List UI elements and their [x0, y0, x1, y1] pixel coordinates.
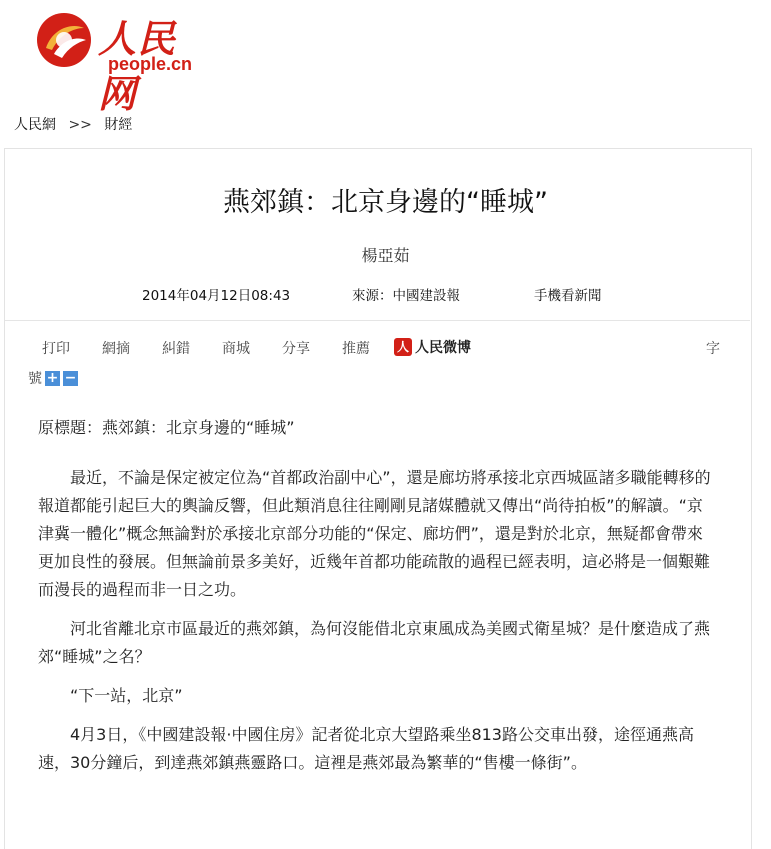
article-author: 楊亞茹 [361, 246, 410, 265]
toolbar-divider [5, 320, 750, 321]
font-size-control [28, 368, 78, 388]
weibo-icon: 人 [394, 338, 412, 356]
people-logo-mark-icon [34, 10, 94, 70]
breadcrumb [14, 114, 140, 134]
paragraph-2: 河北省離北京市區最近的燕郊鎮，為何沒能借北京東風成為美國式衛星城？是什麼造成了燕郊“睡城”之名？ [38, 619, 711, 666]
weibo-button[interactable] [394, 337, 471, 357]
excerpt-button[interactable]: 網摘 [102, 341, 130, 357]
article-body [38, 414, 718, 788]
print-button[interactable]: 打印 [42, 341, 70, 357]
logo-chinese-text: 人民网 [98, 16, 177, 116]
article-datetime: 2014年04月12日08:43 [142, 288, 291, 304]
breadcrumb-separator: >> [68, 117, 92, 133]
share-button[interactable]: 分享 [282, 341, 310, 357]
article-title: 燕郊鎮：北京身邊的“睡城” [223, 187, 548, 218]
mobile-news-link[interactable]: 手機看新聞 [534, 288, 602, 304]
article-source: 來源：中國建設報 [352, 288, 460, 304]
breadcrumb-home-link[interactable]: 人民網 [14, 117, 56, 133]
correct-button[interactable]: 糾錯 [162, 341, 190, 357]
font-size-label-part1: 字 [706, 341, 720, 357]
mall-button[interactable]: 商城 [222, 341, 250, 357]
paragraph-1: 最近，不論是保定被定位為“首都政治副中心”，還是廊坊將承接北京西城區諸多職能轉移的報道都能引起巨大的輿論反響，但此類消息往往剛剛見諸媒體就又傳出“尚待拍板”的解讀。“京津冀一體化”概念無論對於承接北京部分功能的“保定、廊坊們”，還是對於北京，無疑都會帶來更加良性的發展。但無論前景多美好，近幾年首都功能疏散的過程已經表明，這必將是一個艱難而漫長的過程而非一日之功。 [38, 468, 711, 599]
font-increase-button[interactable]: + [46, 369, 59, 386]
weibo-label: 人民微博 [415, 340, 471, 356]
font-decrease-button[interactable]: − [64, 369, 77, 386]
logo-english-text: people.cn [108, 54, 193, 74]
paragraph-4: 4月3日，《中國建設報·中國住房》記者從北京大望路乘坐813路公交車出發，途徑通燕高速，30分鐘后，到達燕郊鎮燕靈路口。這裡是燕郊最為繁華的“售樓一條街”。 [38, 725, 694, 772]
people-logo[interactable] [34, 8, 214, 116]
paragraph-3: “下一站，北京” [70, 686, 183, 705]
article-toolbar [0, 338, 771, 358]
recommend-button[interactable]: 推薦 [342, 341, 370, 357]
original-title: 原標題：燕郊鎮：北京身邊的“睡城” [38, 418, 295, 437]
breadcrumb-section-link[interactable]: 財經 [104, 117, 133, 133]
font-size-label-part2: 號 [28, 371, 42, 387]
